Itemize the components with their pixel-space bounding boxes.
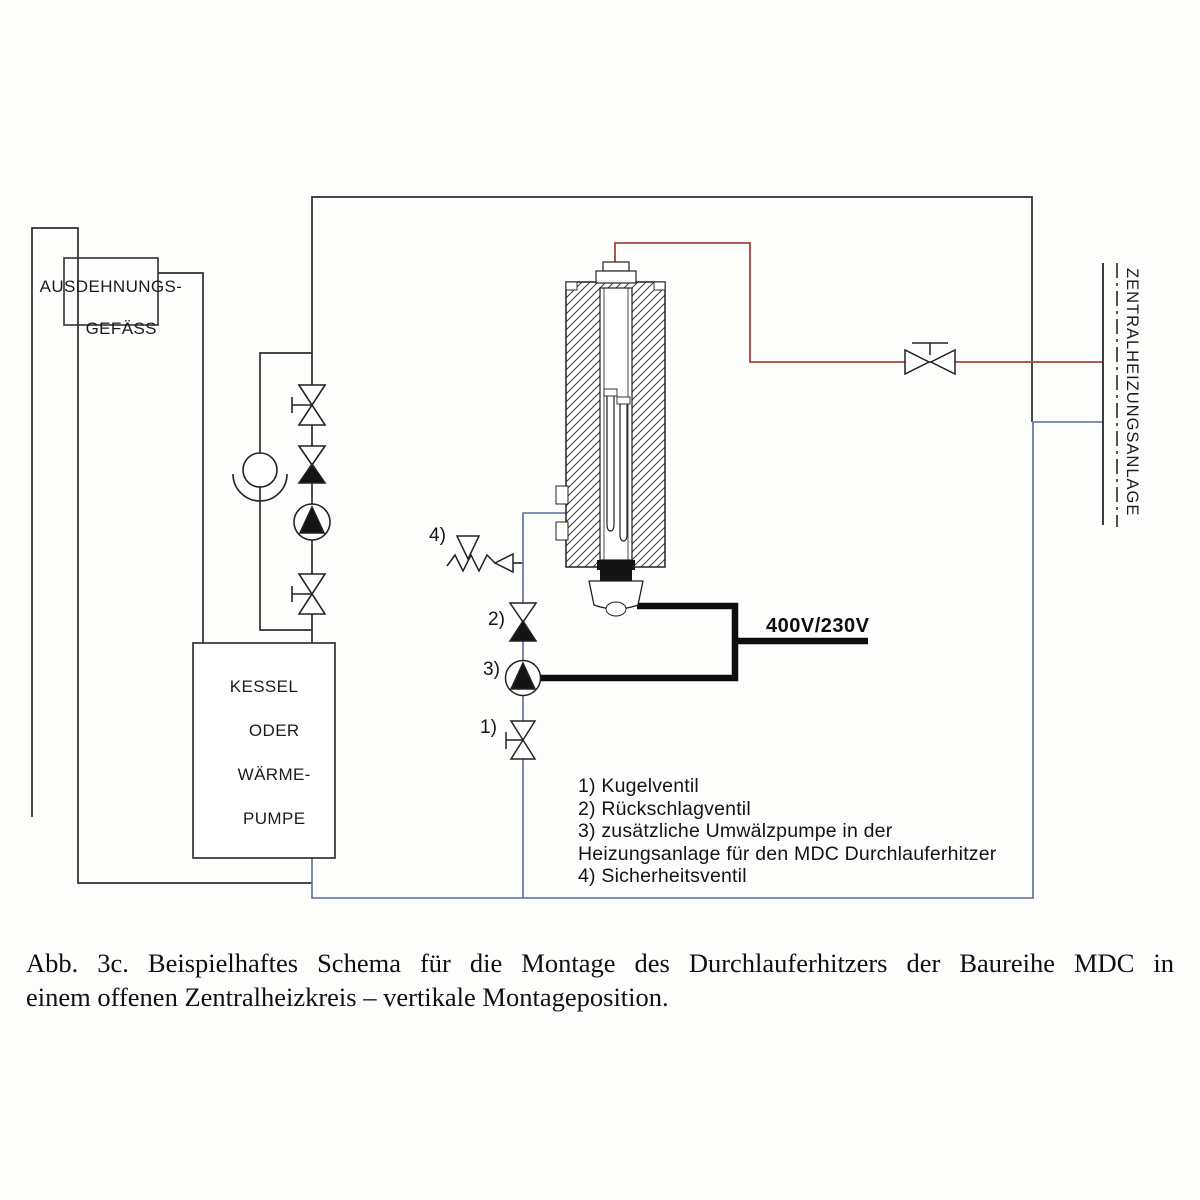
figure-caption-line1: Abb. 3c. Beispielhaftes Schema für die Montage des Durchlauferhitzers der Baureihe MDC in — [26, 948, 1174, 978]
safety-valve — [447, 536, 513, 572]
circulation-pump-supply — [506, 661, 541, 696]
mdc-heater — [556, 262, 665, 616]
expansion-vessel-line1: AUSDEHNUNGS- — [39, 277, 183, 296]
callout-safety-valve: 4) — [429, 525, 446, 546]
boiler-circuit-fittings — [233, 385, 330, 614]
legend-line-2: 2) Rückschlagventil — [578, 797, 751, 820]
expansion-vessel-line2: GEFÄSS — [85, 319, 157, 338]
check-valve-supply — [510, 603, 536, 641]
legend-line-5: 4) Sicherheitsventil — [578, 865, 747, 888]
red-pipe — [615, 243, 1103, 362]
boiler-line1: KESSEL — [229, 677, 299, 696]
boiler-line2: ODER — [248, 721, 300, 740]
circulation-pump-left — [294, 504, 330, 540]
legend-line-3: 3) zusätzliche Umwälzpumpe in der — [578, 820, 893, 843]
shutoff-valve-upper — [292, 385, 325, 425]
figure-caption-line2: einem offenen Zentralheizkreis – vertikale Montageposition. — [26, 982, 669, 1012]
boiler-label — [194, 676, 334, 830]
check-valve-left — [299, 446, 325, 483]
shutoff-valve-lower — [292, 574, 325, 614]
central-heating-boundary — [1103, 263, 1117, 527]
central-heating-system-label: ZENTRALHEIZUNGSANLAGE — [1123, 268, 1142, 517]
hot-line-valve — [905, 343, 955, 374]
expansion-vessel-label — [30, 276, 192, 339]
boiler-line3: WÄRME- — [237, 765, 311, 784]
callout-ball-valve: 1) — [480, 717, 497, 738]
callout-pump: 3) — [483, 659, 500, 680]
legend — [578, 775, 1048, 888]
legend-line-1: 1) Kugelventil — [578, 775, 699, 797]
voltage-label: 400V/230V — [766, 615, 870, 637]
ball-valve-supply — [506, 721, 535, 759]
legend-line-4: Heizungsanlage für den MDC Durchlauferhitzer — [578, 842, 997, 865]
boiler-line4: PUMPE — [243, 809, 306, 828]
heater-flange — [589, 560, 643, 616]
callout-check-valve: 2) — [488, 609, 505, 630]
